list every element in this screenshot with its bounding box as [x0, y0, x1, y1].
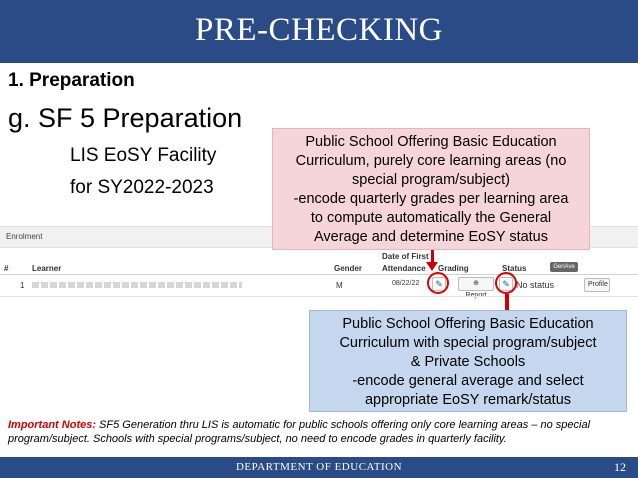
row-gender: M	[336, 281, 343, 290]
pink-callout-line-4: -encode quarterly grades per learning area	[293, 191, 569, 207]
school-year-line: for SY2022-2023	[70, 177, 214, 198]
pink-callout-line-3: special program/subject)	[352, 172, 510, 188]
slide-title: PRE-CHECKING	[194, 12, 443, 48]
pink-callout-line-2: Curriculum, purely core learning areas (no	[295, 153, 567, 169]
pink-callout-line-1: Public School Offering Basic Education	[305, 134, 557, 150]
title-bar	[0, 0, 638, 63]
grading-edit-pencil-icon[interactable]: ✎	[432, 277, 446, 291]
footer-bar	[0, 457, 638, 478]
pink-callout-core-only	[272, 128, 590, 250]
table-header-divider	[0, 274, 638, 275]
table-row-divider	[0, 296, 638, 297]
col-header-status: Status	[502, 264, 527, 273]
facility-line: LIS EoSY Facility	[70, 145, 217, 166]
genave-button[interactable]: GenAve	[550, 262, 578, 272]
enrolment-label: Enrolment	[6, 232, 43, 241]
important-notes	[8, 418, 633, 446]
col-header-date-first: Date of First	[382, 252, 429, 261]
pink-callout-line-6: Average and determine EoSY status	[313, 229, 549, 245]
status-edit-pencil-icon[interactable]: ✎	[499, 277, 513, 291]
grading-highlight-circle	[427, 272, 449, 294]
blue-callout-special-program	[309, 310, 627, 412]
blue-callout-line-2: Curriculum with special program/subject	[339, 335, 597, 351]
footer-text: DEPARTMENT OF EDUCATION	[235, 461, 403, 473]
col-header-learner: Learner	[32, 264, 62, 273]
col-header-gender: Gender	[334, 264, 363, 273]
status-highlight-circle	[495, 272, 517, 294]
row-status: No status	[516, 280, 555, 290]
col-header-attendance: Attendance	[382, 264, 426, 273]
report-button[interactable]: ⊕	[458, 277, 494, 291]
pink-arrow-head	[426, 262, 438, 271]
learner-name-redacted	[32, 282, 242, 288]
row-attendance-date: 08/22/22	[392, 280, 420, 287]
col-header-grading: Grading	[438, 264, 469, 273]
blue-callout-line-4: -encode general average and select	[352, 373, 584, 389]
col-header-number: #	[4, 264, 9, 273]
profile-button[interactable]: Profile	[584, 278, 610, 292]
row-number: 1	[20, 281, 25, 290]
blue-arrow-shaft	[505, 294, 509, 310]
page-number: 12	[614, 460, 626, 474]
blue-callout-line-1: Public School Offering Basic Education	[342, 316, 594, 332]
pink-callout-line-5: to compute automatically the General	[310, 210, 552, 226]
notes-text: SF5 Generation thru LIS is automatic for public schools offering only core learning areas – no special program/subject. Schools with special programs/subject, no need to encode grades in quarterly facility.	[8, 419, 591, 445]
sub-heading: g. SF 5 Preparation	[8, 103, 243, 133]
blue-callout-line-3: & Private Schools	[410, 354, 526, 370]
blue-callout-line-5: appropriate EoSY remark/status	[364, 392, 572, 408]
section-heading: 1. Preparation	[8, 70, 135, 91]
notes-label: Important Notes:	[8, 419, 96, 431]
